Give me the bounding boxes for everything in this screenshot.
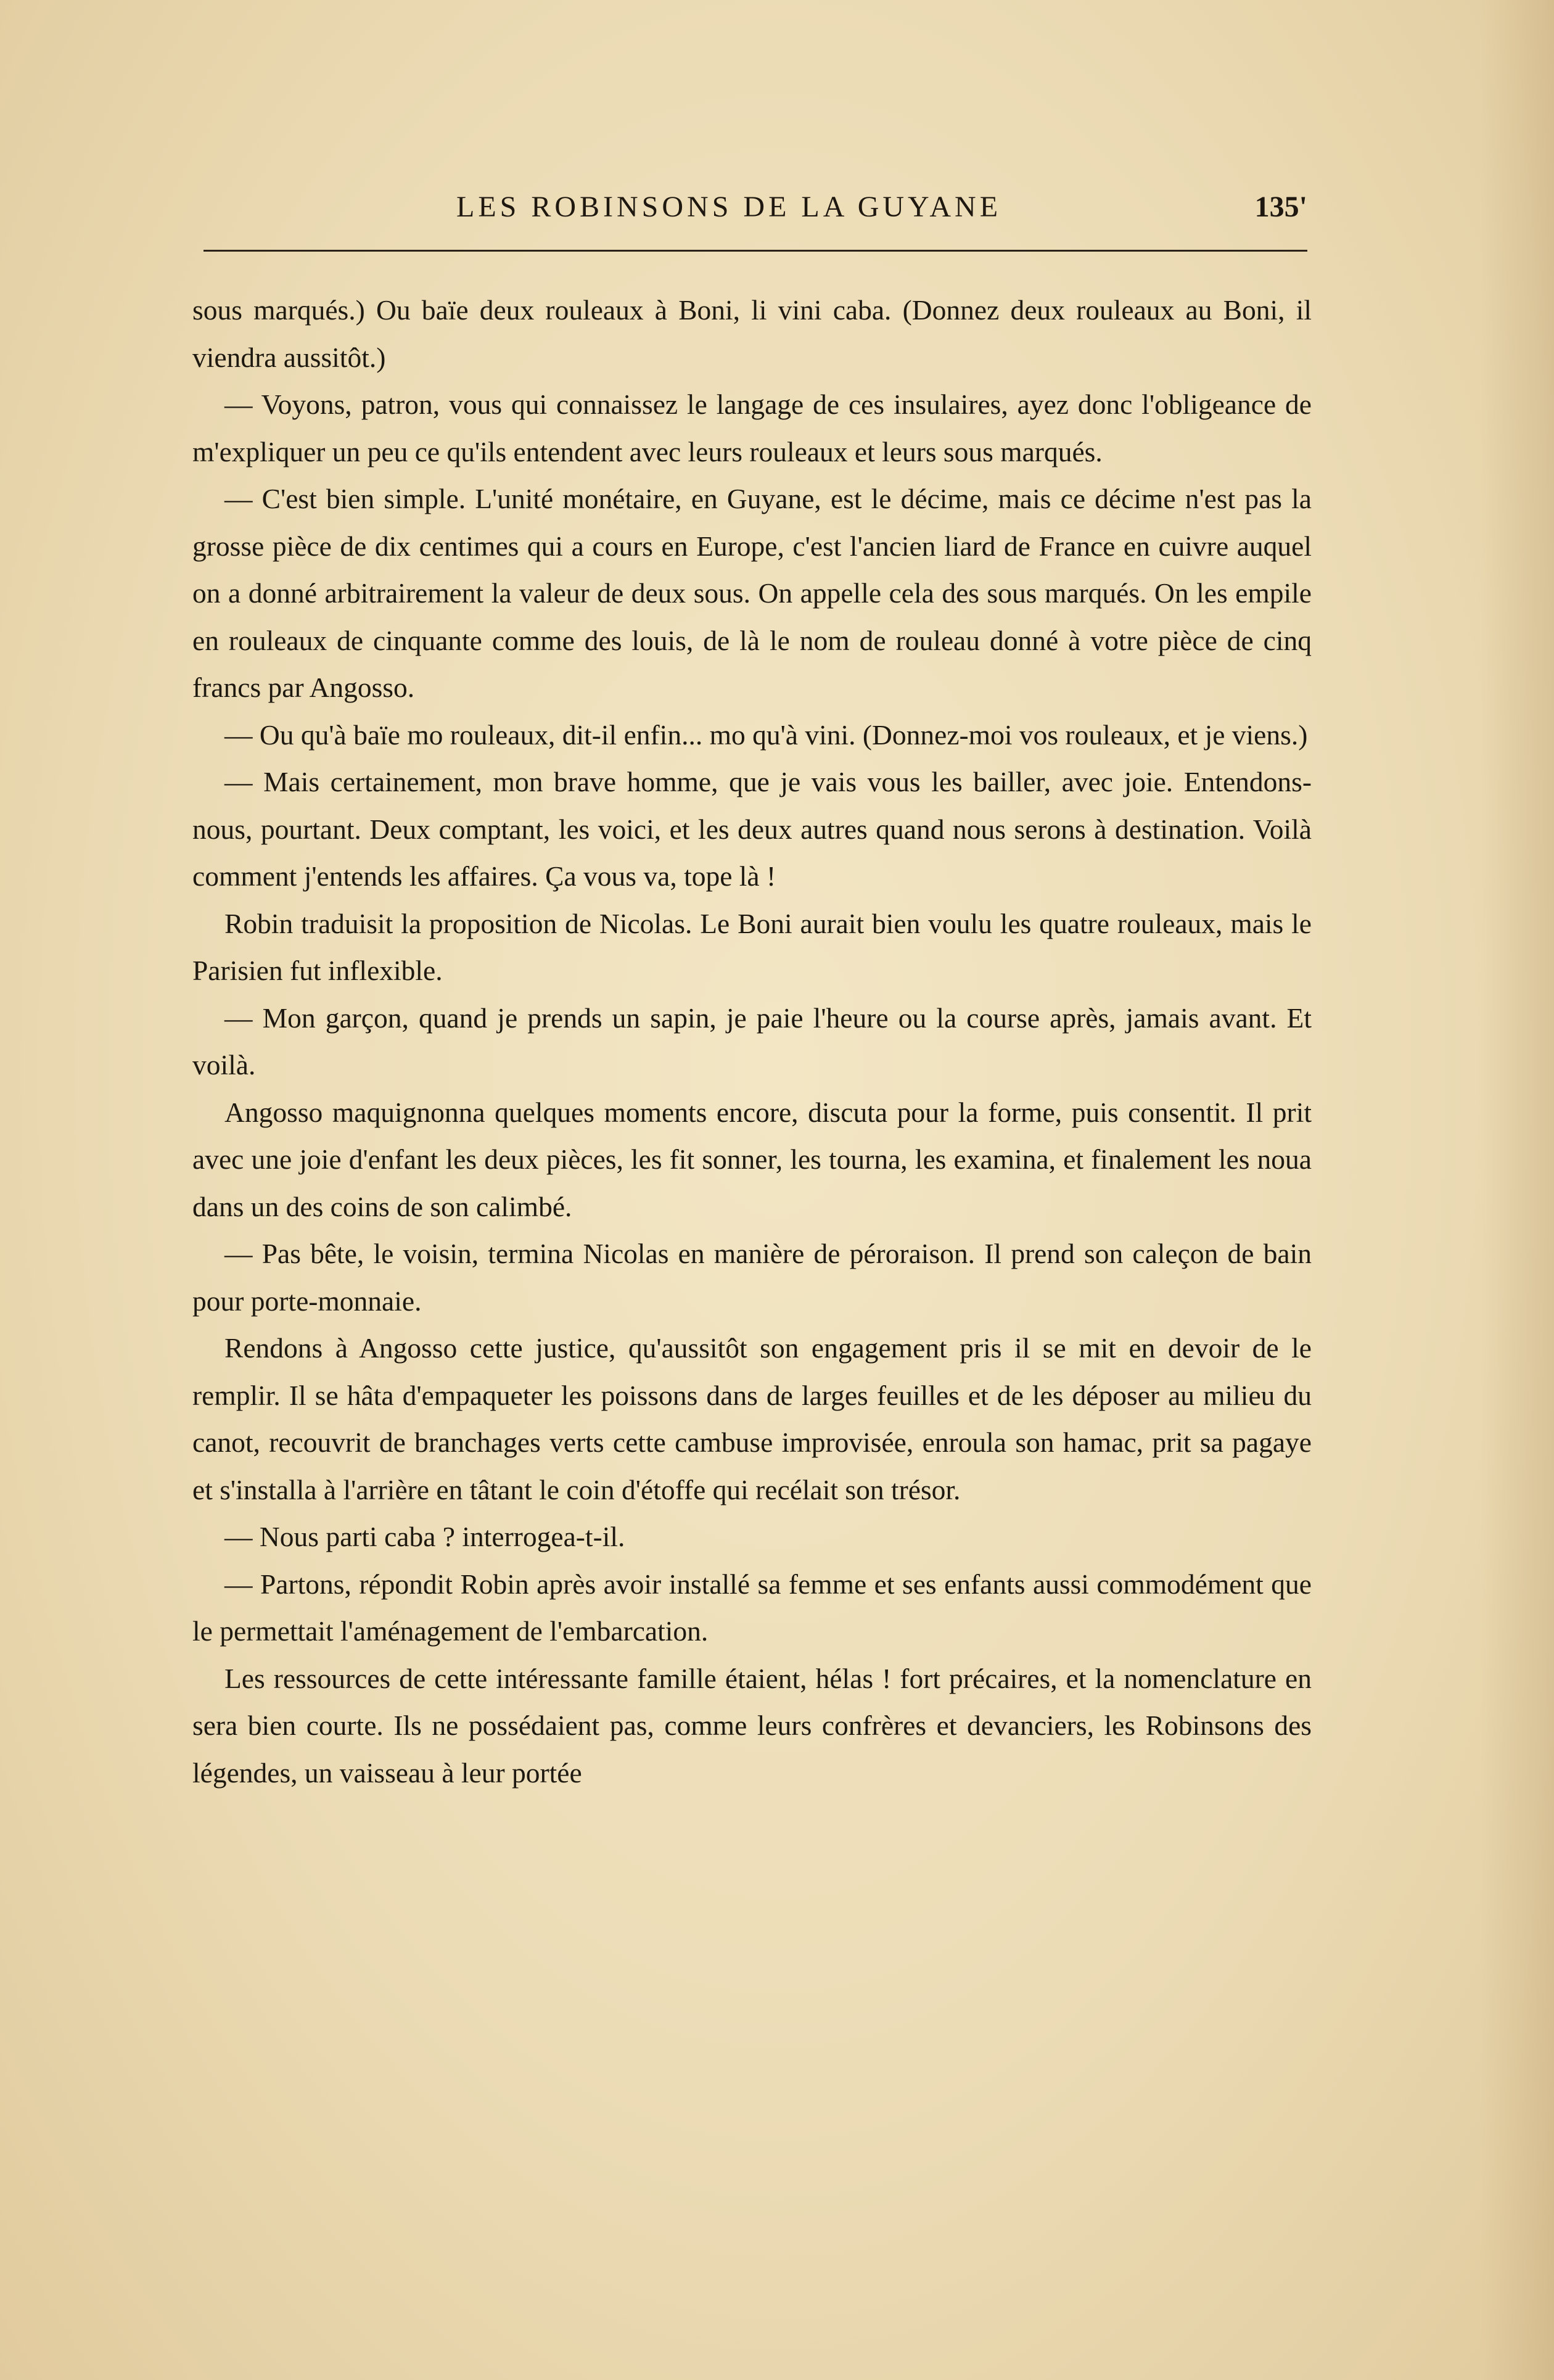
- paragraph: — Mais certainement, mon brave homme, que je vais vous les bailler, avec joie. Entendons-nous, pourtant. Deux comptant, les voici, et les deux autres quand nous serons à destination. Voilà comment j'entends les affaires. Ça vous va, tope là !: [192, 766, 1312, 892]
- body-text: [192, 287, 1312, 1797]
- running-title: LES ROBINSONS DE LA GUYANE: [456, 191, 1002, 223]
- paragraph: sous marqués.) Ou baïe deux rouleaux à Boni, li vini caba. (Donnez deux rouleaux au Boni, il viendra aussitôt.): [192, 294, 1312, 373]
- paragraph: — Ou qu'à baïe mo rouleaux, dit-il enfin... mo qu'à vini. (Donnez-moi vos rouleaux, et je viens.): [224, 719, 1308, 751]
- page-number: 135': [1254, 191, 1307, 223]
- paragraph: Angosso maquignonna quelques moments encore, discuta pour la forme, puis consentit. Il prit avec une joie d'enfant les deux pièces, les fit sonner, les tourna, les examina, et finalement les noua dans un des coins de son calimbé.: [192, 1096, 1312, 1222]
- paragraph: — Voyons, patron, vous qui connaissez le langage de ces insulaires, ayez donc l'obligeance de m'expliquer un peu ce qu'ils entendent avec leurs rouleaux et leurs sous marqués.: [192, 389, 1312, 467]
- paragraph: — Nous parti caba ? interrogea-t-il.: [224, 1521, 625, 1552]
- paragraph: Les ressources de cette intéressante famille étaient, hélas ! fort précaires, et la nomenclature en sera bien courte. Ils ne possédaient pas, comme leurs confrères et devanciers, les Robinsons des légendes, un vaisseau à leur portée: [192, 1662, 1312, 1789]
- paragraph: — Pas bête, le voisin, termina Nicolas en manière de péroraison. Il prend son caleçon de bain pour porte-monnaie.: [192, 1238, 1312, 1317]
- paragraph: Rendons à Angosso cette justice, qu'aussitôt son engagement pris il se mit en devoir de le remplir. Il se hâta d'empaqueter les poissons dans de larges feuilles et de les déposer au milieu du canot, recouvrit de branchages verts cette cambuse improvisée, enroula son hamac, prit sa pagaye et s'installa à l'arrière en tâtant le coin d'étoffe qui recélait son trésor.: [192, 1332, 1312, 1505]
- paragraph: Robin traduisit la proposition de Nicolas. Le Boni aurait bien voulu les quatre rouleaux, mais le Parisien fut inflexible.: [192, 907, 1312, 986]
- page-header: [197, 185, 1307, 241]
- paragraph: — Mon garçon, quand je prends un sapin, je paie l'heure ou la course après, jamais avant. Et voilà.: [192, 1002, 1312, 1081]
- paragraph: — Partons, répondit Robin après avoir installé sa femme et ses enfants aussi commodément que le permettait l'aménagement de l'embarcation.: [192, 1568, 1312, 1647]
- header-rule: [204, 250, 1307, 252]
- paragraph: — C'est bien simple. L'unité monétaire, en Guyane, est le décime, mais ce décime n'est pas la grosse pièce de dix centimes qui a cours en Europe, c'est l'ancien liard de France en cuivre auquel on a donné arbitrairement la valeur de deux sous. On appelle cela des sous marqués. On les empile en rouleaux de cinquante comme des louis, de là le nom de rouleau donné à votre pièce de cinq francs par Angosso.: [192, 483, 1312, 703]
- page-edge-shadow: [1480, 0, 1554, 2380]
